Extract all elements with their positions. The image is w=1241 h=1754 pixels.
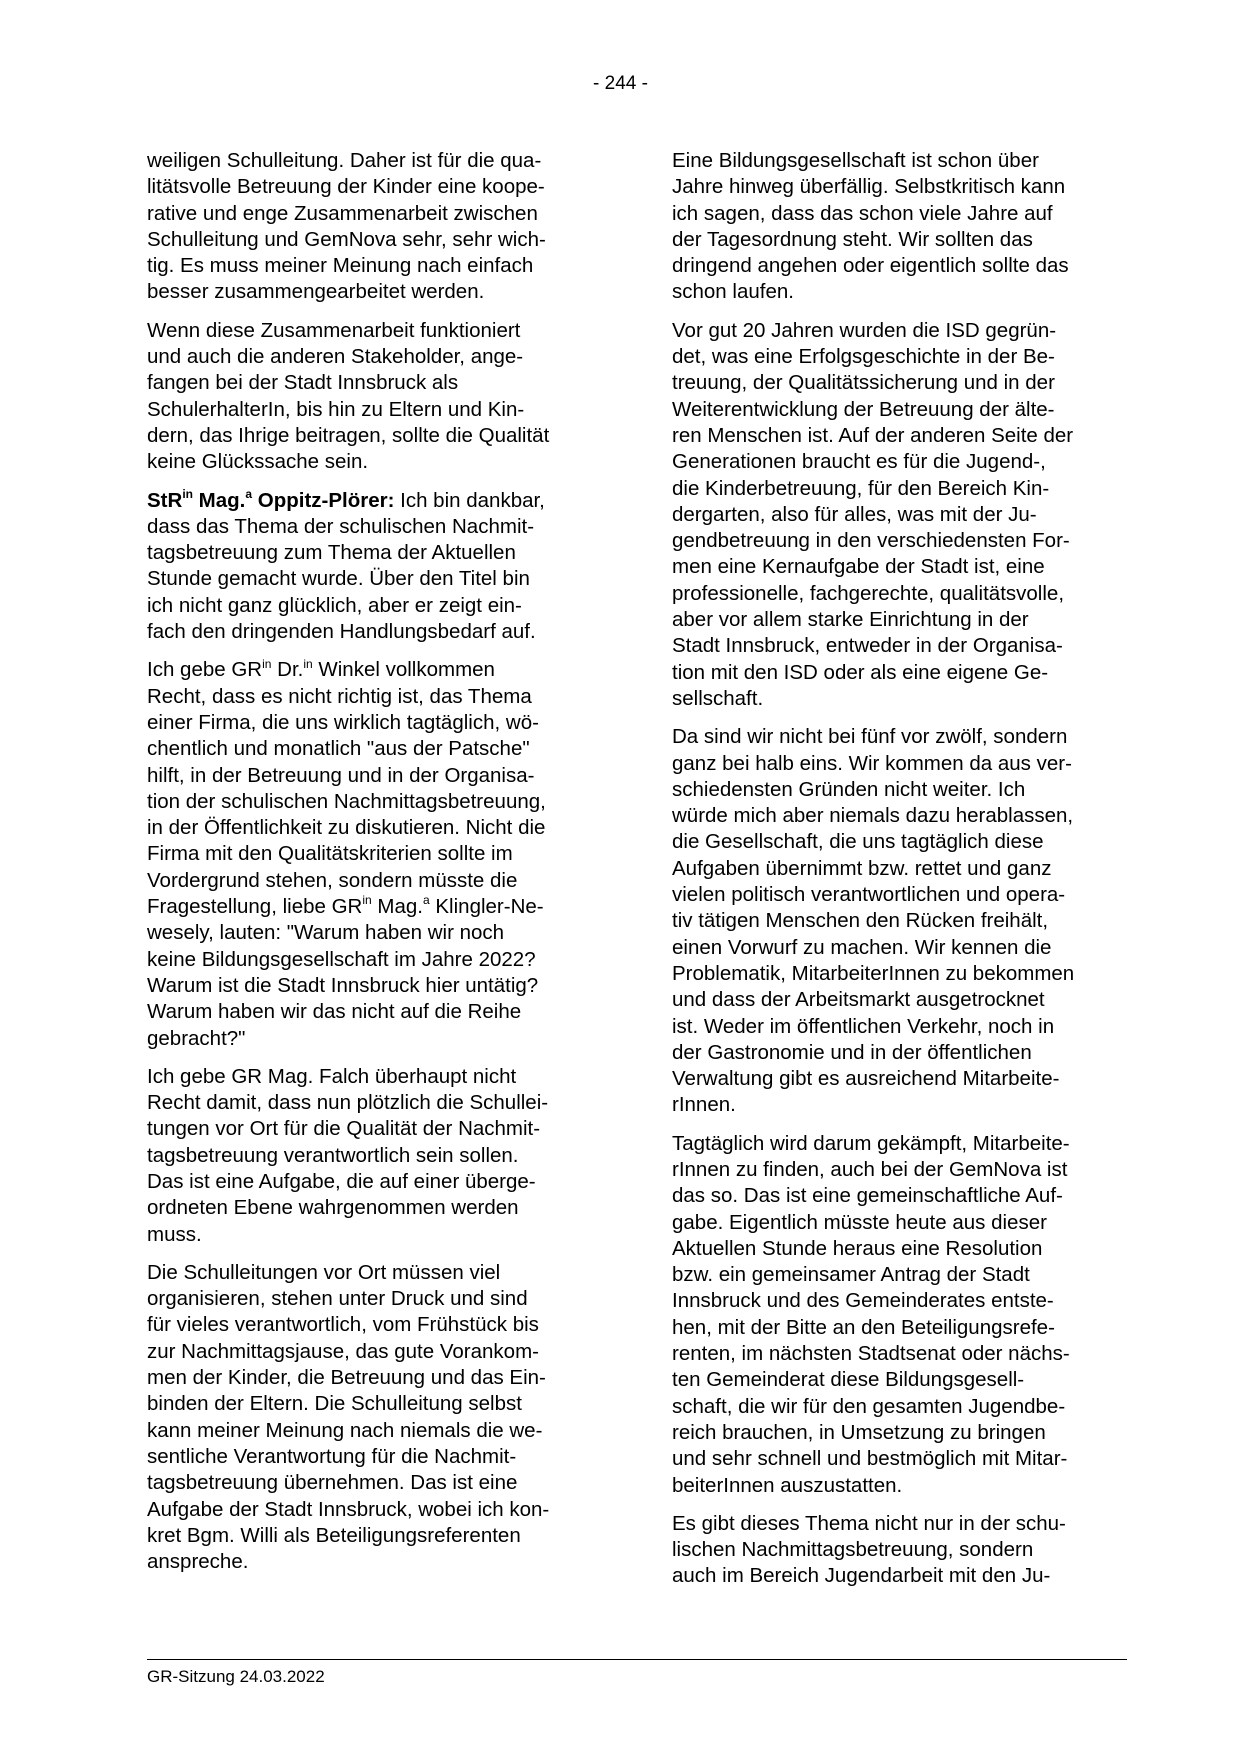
paragraph	[147, 1260, 597, 1576]
text-line: Ich gebe GR Mag. Falch überhaupt nicht	[147, 1064, 517, 1088]
text-line: gabe. Eigentlich müsste heute aus dieser	[672, 1210, 1047, 1234]
text-line: Verwaltung gibt es ausreichend Mitarbeite-	[672, 1067, 1060, 1091]
text-line: Aufgaben übernimmt bzw. rettet und ganz	[672, 856, 1052, 880]
text-line: tig. Es muss meiner Meinung nach einfach	[147, 254, 534, 278]
text-line: vielen politisch verantwortlichen und opera-	[672, 883, 1066, 907]
text-line: fach den dringenden Handlungsbedarf auf.	[147, 620, 536, 644]
footer-divider	[147, 1659, 1127, 1660]
text-line: lischen Nachmittagsbetreuung, sondern	[672, 1538, 1034, 1562]
text-line: tiv tätigen Menschen den Rücken freihält,	[672, 909, 1049, 933]
text-line: Die Schulleitungen vor Ort müssen viel	[147, 1260, 501, 1284]
paragraph	[672, 1511, 1127, 1590]
text-line: Generationen braucht es für die Jugend-,	[672, 450, 1046, 474]
text-line: in der Öffentlichkeit zu diskutieren. Nicht die	[147, 816, 546, 840]
paragraph	[672, 1131, 1127, 1499]
text-line: reich brauchen, in Umsetzung zu bringen	[672, 1420, 1046, 1444]
text-line: det, was eine Erfolgsgeschichte in der Be-	[672, 345, 1055, 369]
paragraph	[147, 148, 597, 306]
text-line: Vor gut 20 Jahren wurden die ISD gegrün-	[672, 318, 1057, 342]
text-line: Da sind wir nicht bei fünf vor zwölf, sondern	[672, 725, 1068, 749]
text-line: ren Menschen ist. Auf der anderen Seite der	[672, 423, 1074, 447]
text-line: hilft, in der Betreuung und in der Organisa-	[147, 763, 535, 787]
text-line: Aufgabe der Stadt Innsbruck, wobei ich kon-	[147, 1497, 550, 1521]
text-line: kann meiner Meinung nach niemals die we-	[147, 1418, 543, 1442]
text-line: rInnen.	[672, 1093, 736, 1117]
text-line: tagsbetreuung verantwortlich sein sollen.	[147, 1143, 519, 1167]
text-line: und dass der Arbeitsmarkt ausgetrocknet	[672, 988, 1045, 1012]
text-line: chentlich und monatlich "aus der Patsche"	[147, 737, 530, 761]
text-line: dringend angehen oder eigentlich sollte das	[672, 254, 1069, 278]
paragraph	[147, 488, 597, 646]
text-line: Problematik, MitarbeiterInnen zu bekommen	[672, 961, 1075, 985]
text-line: tion mit den ISD oder als eine eigene Ge-	[672, 660, 1049, 684]
text-line: Aktuellen Stunde heraus eine Resolution	[672, 1236, 1043, 1260]
text-column-right	[672, 148, 1127, 1602]
text-line: dergarten, also für alles, was mit der Ju-	[672, 502, 1037, 526]
text-line: gendbetreuung in den verschiedensten For-	[672, 529, 1070, 553]
text-line: sentliche Verantwortung für die Nachmit-	[147, 1444, 517, 1468]
text-line: der Tagesordnung steht. Wir sollten das	[672, 227, 1033, 251]
text-line: men eine Kernaufgabe der Stadt ist, eine	[672, 555, 1045, 579]
text-line: würde mich aber niemals dazu herablassen,	[672, 804, 1074, 828]
text-line: Jahre hinweg überfällig. Selbstkritisch kann	[672, 175, 1066, 199]
text-line: binden der Eltern. Die Schulleitung selbst	[147, 1392, 522, 1416]
paragraph	[147, 657, 597, 1051]
text-line: Vordergrund stehen, sondern müsste die	[147, 868, 518, 892]
text-line: schiedensten Gründen nicht weiter. Ich	[672, 777, 1026, 801]
text-line: schon laufen.	[672, 280, 794, 304]
text-line: aber vor allem starke Einrichtung in der	[672, 608, 1029, 632]
text-line: zur Nachmittagsjause, das gute Vorankom-	[147, 1339, 539, 1363]
text-line: dass das Thema der schulischen Nachmit-	[147, 514, 535, 538]
text-line: organisieren, stehen unter Druck und sind	[147, 1287, 528, 1311]
text-line: dern, das Ihrige beitragen, sollte die Qualität	[147, 423, 550, 447]
text-line: gebracht?"	[147, 1026, 246, 1050]
text-line: hen, mit der Bitte an den Beteiligungsrefe-	[672, 1315, 1055, 1339]
text-line: Tagtäglich wird darum gekämpft, Mitarbeite-	[672, 1131, 1070, 1155]
text-line: ganz bei halb eins. Wir kommen da aus ver-	[672, 751, 1072, 775]
text-line: muss.	[147, 1222, 202, 1246]
text-line: sellschaft.	[672, 686, 764, 710]
text-line: für vieles verantwortlich, vom Frühstück bis	[147, 1313, 539, 1337]
text-line: Warum ist die Stadt Innsbruck hier untätig?	[147, 973, 539, 997]
paragraph	[672, 318, 1127, 712]
text-line: tungen vor Ort für die Qualität der Nachmit-	[147, 1117, 541, 1141]
text-line: anspreche.	[147, 1550, 249, 1574]
text-line: fangen bei der Stadt Innsbruck als	[147, 371, 459, 395]
text-line: Firma mit den Qualitätskriterien sollte im	[147, 842, 513, 866]
page-number: - 244 -	[593, 73, 648, 94]
text-line: und auch die anderen Stakeholder, ange-	[147, 345, 524, 369]
text-line: Recht damit, dass nun plötzlich die Schullei-	[147, 1091, 549, 1115]
text-line: Weiterentwicklung der Betreuung der älte-	[672, 397, 1055, 421]
text-line: men der Kinder, die Betreuung und das Ein-	[147, 1366, 546, 1390]
text-line: das so. Das ist eine gemeinschaftliche Auf-	[672, 1184, 1063, 1208]
text-line: Schulleitung und GemNova sehr, sehr wich-	[147, 227, 546, 251]
text-line: Warum haben wir das nicht auf die Reihe	[147, 1000, 522, 1024]
text-line: der Gastronomie und in der öffentlichen	[672, 1040, 1032, 1064]
paragraph	[672, 148, 1127, 306]
text-line: Stadt Innsbruck, entweder in der Organisa-	[672, 634, 1063, 658]
text-line: einen Vorwurf zu machen. Wir kennen die	[672, 935, 1052, 959]
text-line: einer Firma, die uns wirklich tagtäglich, wö-	[147, 710, 539, 734]
paragraph	[147, 1064, 597, 1248]
speaker-name: StR$^{in}$ Mag.$^a$ Oppitz-Plörer:	[147, 486, 395, 512]
text-line: Fragestellung, liebe $GR^{in}$ Mag.$^a$ Klingler-Ne-	[147, 893, 544, 919]
text-line: ich nicht ganz glücklich, aber er zeigt ein-	[147, 593, 522, 617]
paragraph	[147, 318, 597, 476]
text-line: besser zusammengearbeitet werden.	[147, 280, 485, 304]
text-line: litätsvolle Betreuung der Kinder eine koope-	[147, 175, 545, 199]
footer-session-date: GR-Sitzung 24.03.2022	[147, 1667, 325, 1686]
text-line: Stunde gemacht wurde. Über den Titel bin	[147, 567, 530, 591]
text-line: weiligen Schulleitung. Daher ist für die qua-	[147, 149, 542, 172]
text-line: rative und enge Zusammenarbeit zwischen	[147, 201, 538, 225]
text-line: tion der schulischen Nachmittagsbetreuung,	[147, 789, 546, 813]
paragraph	[672, 724, 1127, 1118]
text-line: beiterInnen auszustatten.	[672, 1473, 903, 1497]
text-line: ist. Weder im öffentlichen Verkehr, noch in	[672, 1014, 1055, 1038]
text-line: ten Gemeinderat diese Bildungsgesell-	[672, 1368, 1025, 1392]
text-column-left	[147, 148, 597, 1587]
text-line: tagsbetreuung übernehmen. Das ist eine	[147, 1471, 518, 1495]
text-line: Ich gebe $GR^{in}$ Dr.$^{in}$ Winkel vollkommen	[147, 656, 495, 682]
text-line: und sehr schnell und bestmöglich mit Mitar-	[672, 1447, 1068, 1471]
text-line: ich sagen, dass das schon viele Jahre auf	[672, 201, 1053, 225]
text-line: keine Bildungsgesellschaft im Jahre 2022?	[147, 947, 536, 971]
text-line: die Gesellschaft, die uns tagtäglich diese	[672, 830, 1044, 854]
text-line: renten, im nächsten Stadtsenat oder nächs-	[672, 1342, 1070, 1366]
text-line: SchulerhalterIn, bis hin zu Eltern und Kin-	[147, 397, 525, 421]
text-line: auch im Bereich Jugendarbeit mit den Ju-	[672, 1564, 1051, 1588]
text-line: rInnen zu finden, auch bei der GemNova ist	[672, 1157, 1068, 1181]
text-line: Innsbruck und des Gemeinderates entste-	[672, 1289, 1054, 1313]
text-line: wesely, lauten: "Warum haben wir noch	[147, 921, 505, 945]
text-line: Das ist eine Aufgabe, die auf einer überge-	[147, 1169, 536, 1193]
text-line: tagsbetreuung zum Thema der Aktuellen	[147, 541, 516, 565]
text-line-content: Ich bin dankbar,	[400, 488, 545, 512]
text-line: Es gibt dieses Thema nicht nur in der schu-	[672, 1511, 1066, 1535]
text-line: Recht, dass es nicht richtig ist, das Thema	[147, 684, 532, 708]
text-line: kret Bgm. Willi als Beteiligungsreferenten	[147, 1523, 521, 1547]
text-line: professionelle, fachgerechte, qualitätsvolle,	[672, 581, 1065, 605]
text-line: schaft, die wir für den gesamten Jugendbe-	[672, 1394, 1066, 1418]
text-line: keine Glückssache sein.	[147, 450, 369, 474]
text-line: treuung, der Qualitätssicherung und in der	[672, 371, 1055, 395]
text-line: Eine Bildungsgesellschaft ist schon über	[672, 149, 1039, 172]
text-line: Wenn diese Zusammenarbeit funktioniert	[147, 318, 521, 342]
text-line	[147, 488, 597, 514]
text-line: ordneten Ebene wahrgenommen werden	[147, 1196, 519, 1220]
text-line: bzw. ein gemeinsamer Antrag der Stadt	[672, 1263, 1030, 1287]
text-line: die Kinderbetreuung, für den Bereich Kin-	[672, 476, 1050, 500]
